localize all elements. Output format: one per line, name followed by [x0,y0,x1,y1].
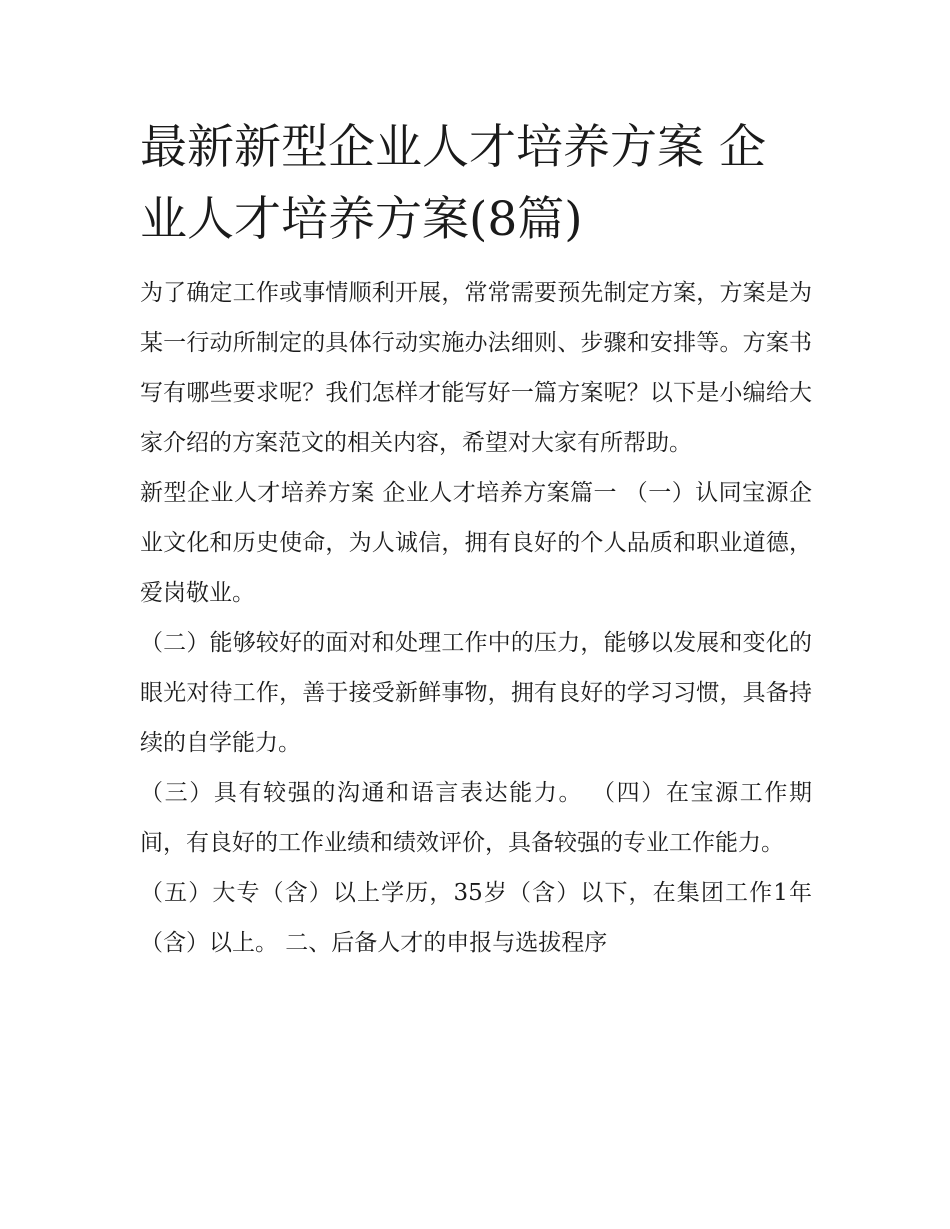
paragraph-requirement-2: （二）能够较好的面对和处理工作中的压力，能够以发展和变化的眼光对待工作，善于接受新鲜事物，拥有良好的学习习惯，具备持续的自学能力。 [140,630,812,756]
paragraph-requirement-3-4: （三）具有较强的沟通和语言表达能力。 （四）在宝源工作期间，有良好的工作业绩和绩效评价，具备较强的专业工作能力。 [140,780,812,856]
paragraph-requirement-1: 新型企业人才培养方案 企业人才培养方案篇一 （一）认同宝源企业文化和历史使命，为人诚信，拥有良好的个人品质和职业道德，爱岗敬业。 [140,480,812,606]
paragraph-requirement-5: （五）大专（含）以上学历，35岁（含）以下，在集团工作1年（含）以上。 二、后备人才的申报与选拔程序 [140,880,812,956]
document-title: 最新新型企业人才培养方案 企业人才培养方案(8篇) [140,120,766,247]
paragraph-intro: 为了确定工作或事情顺利开展，常常需要预先制定方案，方案是为某一行动所制定的具体行动实施办法细则、步骤和安排等。方案书写有哪些要求呢？我们怎样才能写好一篇方案呢？以下是小编给大家介绍的方案范文的相关内容，希望对大家有所帮助。 [140,280,812,456]
document-content [140,112,812,968]
